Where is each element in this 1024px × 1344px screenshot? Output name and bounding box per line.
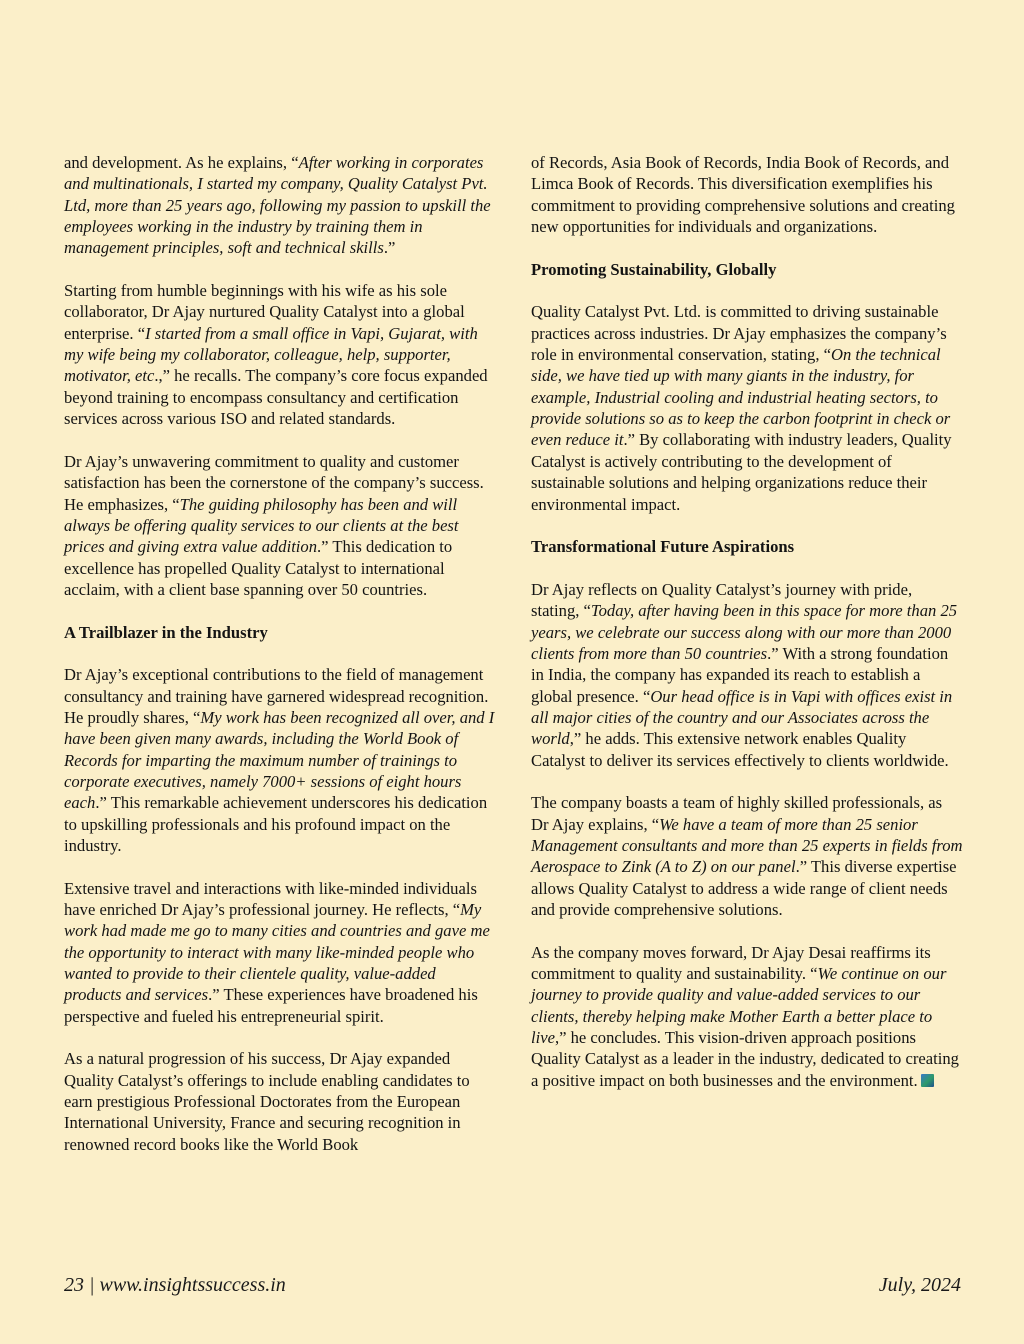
paragraph: As a natural progression of his success, Dr Ajay expanded Quality Catalyst’s offerings to include enabling candidates to earn prestigious Professional Doctorates from the European International University, France and securing recognition in renowned record books like the World Book — [64, 1049, 470, 1154]
page-footer — [64, 1274, 961, 1297]
page-number-url: 23 | www.insightssuccess.in — [64, 1274, 286, 1296]
paragraph: Dr Ajay’s unwavering commitment to quality and customer satisfaction has been the cornerstone of the company’s success. He emphasizes, “The guiding philosophy has been and will always be offering quality services to our clients at the best prices and giving extra value addition.” This dedication to excellence has propelled Quality Catalyst to international acclaim, with a client base spanning over 50 countries. — [64, 451, 484, 599]
paragraph: As the company moves forward, Dr Ajay Desai reaffirms its commitment to quality and sustainability. “We continue on our journey to provide quality and value-added services to our clients, thereby helping make Mother Earth a better place to live,” he concludes. This vision-driven approach positions Quality Catalyst as a leader in the industry, dedicated to creating a positive impact on both businesses and the environment. — [531, 942, 959, 1090]
issue-date: July, 2024 — [878, 1274, 961, 1296]
section-heading: Transformational Future Aspirations — [531, 537, 795, 557]
article-column-right — [531, 152, 963, 1112]
paragraph: Extensive travel and interactions with like-minded individuals have enriched Dr Ajay’s professional journey. He reflects, “My work had made me go to many cities and countries and gave me the opportunity to interact with many like-minded people who wanted to provide to their clientele quality, value-added products and services.” These experiences have broadened his perspective and fueled his entrepreneurial spirit. — [64, 878, 490, 1026]
paragraph: Dr Ajay reflects on Quality Catalyst’s journey with pride, stating, “Today, after having been in this space for more than 25 years, we celebrate our success along with our more than 2000 clients from more than 50 countries.” With a strong foundation in India, the company has expanded its reach to establish a global presence. “Our head office is in Vapi with offices exist in all major cities of the country and our Associates across the world,” he adds. This extensive network enables Quality Catalyst to deliver its services effectively to clients worldwide. — [531, 579, 958, 770]
section-heading: A Trailblazer in the Industry — [64, 622, 268, 642]
article-column-left — [64, 152, 496, 1177]
paragraph: of Records, Asia Book of Records, India Book of Records, and Limca Book of Records. This diversification exemplifies his commitment to providing comprehensive solutions and creating new opportunities for individuals and organizations. — [531, 153, 955, 237]
paragraph: and development. As he explains, “After working in corporates and multinationals, I started my company, Quality Catalyst Pvt. Ltd, more than 25 years ago, following my passion to upskill the employees working in the industry by training them in management principles, soft and technical skills.” — [64, 153, 491, 258]
end-of-article-icon — [921, 1074, 934, 1087]
paragraph: Dr Ajay’s exceptional contributions to the field of management consultancy and training have garnered widespread recognition. He proudly shares, “My work has been recognized all over, and I have been given many awards, including the World Book of Records for imparting the maximum number of trainings to corporate executives, namely 7000+ sessions of eight hours each.” This remarkable achievement underscores his dedication to upskilling professionals and his profound impact on the industry. — [64, 665, 495, 855]
section-heading: Promoting Sustainability, Globally — [531, 259, 777, 279]
paragraph: Quality Catalyst Pvt. Ltd. is committed to driving sustainable practices across industries. Dr Ajay emphasizes the company’s role in environmental conservation, stating, “On the technical side, we have tied up with many giants in the industry, for example, Industrial cooling and industrial heating sectors, to provide solutions so as to keep the carbon footprint in check or even reduce it.” By collaborating with industry leaders, Quality Catalyst is actively contributing to the development of sustainable solutions and helping organizations reduce their environmental impact. — [531, 302, 952, 514]
paragraph: Starting from humble beginnings with his wife as his sole collaborator, Dr Ajay nurtured Quality Catalyst into a global enterprise. “I started from a small office in Vapi, Gujarat, with my wife being my collaborator, colleague, help, supporter, motivator, etc.,” he recalls. The company’s core focus expanded beyond training to encompass consultancy and certification services across various ISO and related standards. — [64, 281, 488, 429]
paragraph: The company boasts a team of highly skilled professionals, as Dr Ajay explains, “We have a team of more than 25 senior Management consultants and more than 25 experts in fields from Aerospace to Zink (A to Z) on our panel.” This diverse expertise allows Quality Catalyst to address a wide range of client needs and provide comprehensive solutions. — [531, 793, 963, 920]
